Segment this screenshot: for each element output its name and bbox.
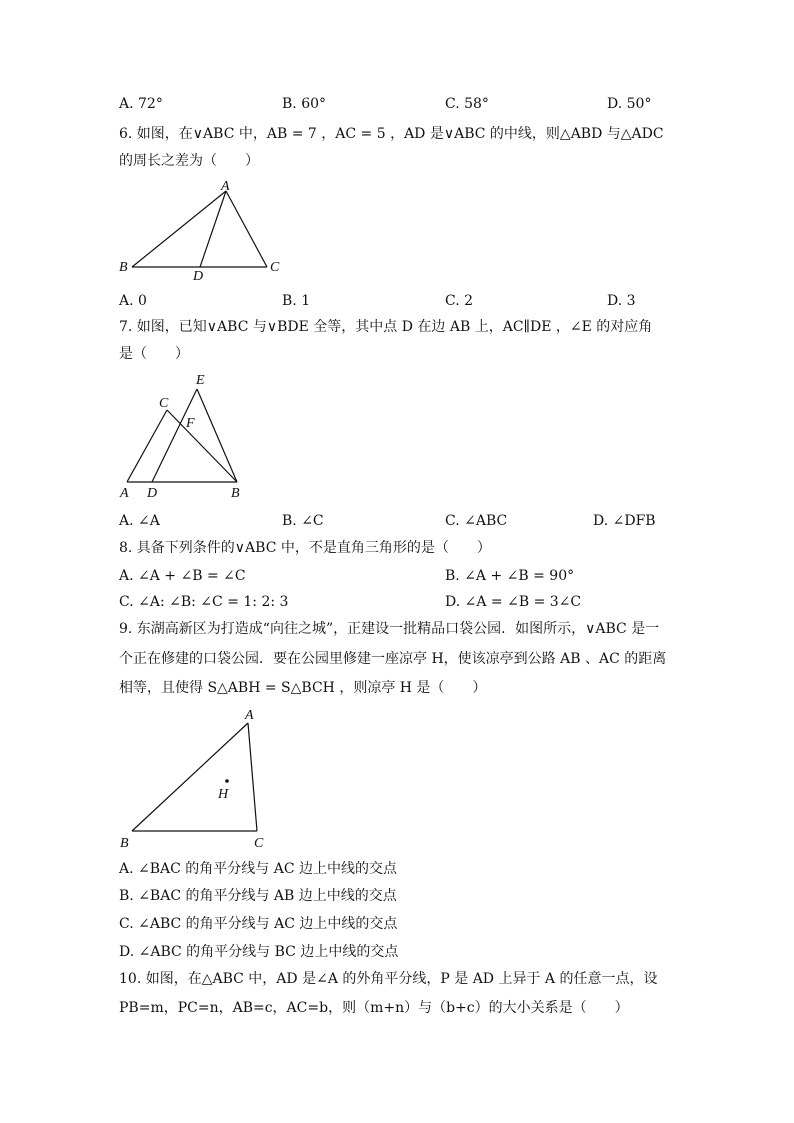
q9-label-a: A <box>245 708 254 723</box>
q6-label-c: C <box>270 260 280 275</box>
q6-option-b: B. 1 <box>282 293 311 309</box>
q5-option-b: B. 60° <box>282 96 327 112</box>
q6-stem-line1: 6. 如图，在∨ABC 中，AB = 7 ，AC = 5 ，AD 是∨ABC 的中线，则△ABD 与△ADC <box>119 126 664 142</box>
q10-stem-line1: 10. 如图，在△ABC 中，AD 是∠A 的外角平分线，P 是 AD 上异于 A 的任意一点，设 <box>119 971 658 987</box>
q9-option-b: B. ∠BAC 的角平分线与 AB 边上中线的交点 <box>119 888 397 904</box>
q9-side-ac <box>248 723 257 831</box>
q7-label-f: F <box>186 416 195 431</box>
q6-option-a: A. 0 <box>119 293 147 309</box>
q9-stem-line3: 相等，且使得 S△ABH = S△BCH ，则凉亭 H 是（ ） <box>119 680 487 696</box>
q9-label-b: B <box>120 836 129 851</box>
q7-stem-line1: 7. 如图，已知∨ABC 与∨BDE 全等，其中点 D 在边 AB 上，AC∥DE ，∠E 的对应角 <box>119 319 653 335</box>
q10-stem-line2: PB=m，PC=n，AB=c，AC=b，则（m+n）与（b+c）的大小关系是（ ） <box>119 1000 629 1016</box>
q5-option-d: D. 50° <box>607 96 652 112</box>
q8-stem: 8. 具备下列条件的∨ABC 中，不是直角三角形的是（ ） <box>119 540 491 556</box>
q8-option-d: D. ∠A = ∠B = 3∠C <box>445 594 582 610</box>
q7-stem-line2: 是（ ） <box>119 346 189 362</box>
q6-option-c: C. 2 <box>445 293 474 309</box>
q7-option-c: C. ∠ABC <box>445 513 508 529</box>
q7-label-d: D <box>147 486 158 501</box>
q9-label-h: H <box>218 787 229 802</box>
q7-label-e: E <box>196 373 205 388</box>
q7-label-b: B <box>231 486 240 501</box>
q9-option-a: A. ∠BAC 的角平分线与 AC 边上中线的交点 <box>119 861 398 877</box>
q7-option-b: B. ∠C <box>282 513 324 529</box>
q9-stem-line2: 个正在修建的口袋公园．要在公园里修建一座凉亭 H，使该凉亭到公路 AB 、AC 的距离 <box>119 651 667 667</box>
q9-option-c: C. ∠ABC 的角平分线与 AC 边上中线的交点 <box>119 916 398 932</box>
q6-option-d: D. 3 <box>607 293 636 309</box>
q9-side-ab <box>132 723 248 831</box>
q6-stem-line2: 的周长之差为（ ） <box>119 153 259 169</box>
q7-label-a: A <box>120 486 129 501</box>
q6-label-b: B <box>119 260 128 275</box>
q6-label-d: D <box>193 269 204 284</box>
q9-option-d: D. ∠ABC 的角平分线与 BC 边上中线的交点 <box>119 944 399 960</box>
q7-option-a: A. ∠A <box>119 513 160 529</box>
q8-option-c: C. ∠A: ∠B: ∠C = 1: 2: 3 <box>119 594 289 610</box>
q6-label-a: A <box>221 179 230 194</box>
q7-option-d: D. ∠DFB <box>593 513 656 529</box>
q8-option-b: B. ∠A + ∠B = 90° <box>445 568 575 584</box>
q9-point-h <box>225 779 229 783</box>
q8-option-a: A. ∠A + ∠B = ∠C <box>119 568 246 584</box>
q5-option-c: C. 58° <box>445 96 489 112</box>
q7-label-c: C <box>159 396 169 411</box>
q9-label-c: C <box>254 836 264 851</box>
q5-option-a: A. 72° <box>119 96 163 112</box>
q9-stem-line1: 9. 东湖高新区为打造成“向往之城”，正建设一批精品口袋公园．如图所示，∨ABC 是一 <box>119 621 660 637</box>
